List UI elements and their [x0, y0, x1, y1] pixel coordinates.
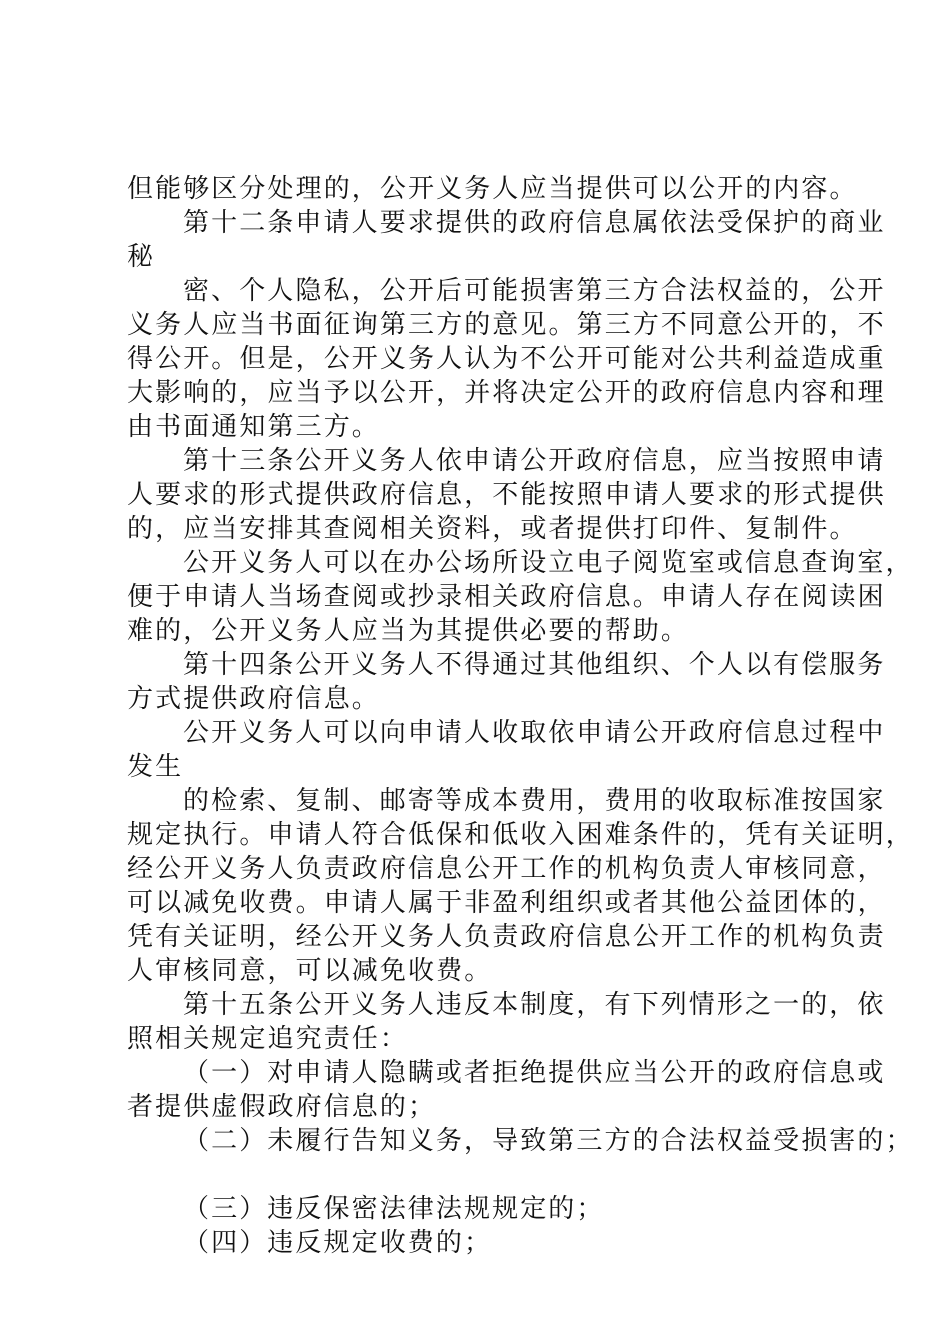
text-line: 第十五条公开义务人违反本制度，有下列情形之一的，依 [183, 990, 886, 1020]
text-line: 照相关规定追究责任： [127, 1024, 409, 1054]
text-line: 的，应当安排其查阅相关资料，或者提供打印件、复制件。 [127, 514, 858, 544]
text-line: 人审核同意，可以减免收费。 [127, 956, 493, 986]
text-line: 便于申请人当场查阅或抄录相关政府信息。申请人存在阅读困 [127, 582, 886, 612]
text-line: 规定执行。申请人符合低保和低收入困难条件的，凭有关证明， [127, 820, 914, 850]
text-line: 由书面通知第三方。 [127, 412, 380, 442]
text-line: 第十三条公开义务人依申请公开政府信息，应当按照申请 [183, 446, 886, 476]
text-line: 秘 [127, 242, 156, 272]
text-line: 人要求的形式提供政府信息，不能按照申请人要求的形式提供 [127, 480, 886, 510]
text-line: （四）违反规定收费的； [183, 1228, 493, 1258]
text-line: 公开义务人可以在办公场所设立电子阅览室或信息查询室， [183, 548, 914, 578]
text-line: 第十四条公开义务人不得通过其他组织、个人以有偿服务 [183, 650, 886, 680]
text-line: 得公开。但是，公开义务人认为不公开可能对公共利益造成重 [127, 344, 886, 374]
text-line: 凭有关证明，经公开义务人负责政府信息公开工作的机构负责 [127, 922, 886, 952]
text-line: 的检索、复制、邮寄等成本费用，费用的收取标准按国家 [183, 786, 886, 816]
text-line: 义务人应当书面征询第三方的意见。第三方不同意公开的，不 [127, 310, 886, 340]
text-line: 但能够区分处理的，公开义务人应当提供可以公开的内容。 [127, 174, 858, 204]
text-line: 方式提供政府信息。 [127, 684, 380, 714]
text-line: 密、个人隐私，公开后可能损害第三方合法权益的，公开 [183, 276, 886, 306]
text-line: 经公开义务人负责政府信息公开工作的机构负责人审核同意， [127, 854, 886, 884]
text-line: 可以减免收费。申请人属于非盈利组织或者其他公益团体的， [127, 888, 886, 918]
text-line: 大影响的，应当予以公开，并将决定公开的政府信息内容和理 [127, 378, 886, 408]
text-line: 者提供虚假政府信息的； [127, 1092, 437, 1122]
text-line: 公开义务人可以向申请人收取依申请公开政府信息过程中 [183, 718, 886, 748]
text-line: 发生 [127, 752, 184, 782]
text-line: 难的，公开义务人应当为其提供必要的帮助。 [127, 616, 690, 646]
text-line: 第十二条申请人要求提供的政府信息属依法受保护的商业 [183, 208, 886, 238]
text-line: （三）违反保密法律法规规定的； [183, 1194, 605, 1224]
text-line: （一）对申请人隐瞒或者拒绝提供应当公开的政府信息或 [183, 1058, 886, 1088]
text-line: （二）未履行告知义务，导致第三方的合法权益受损害的； [183, 1126, 914, 1156]
